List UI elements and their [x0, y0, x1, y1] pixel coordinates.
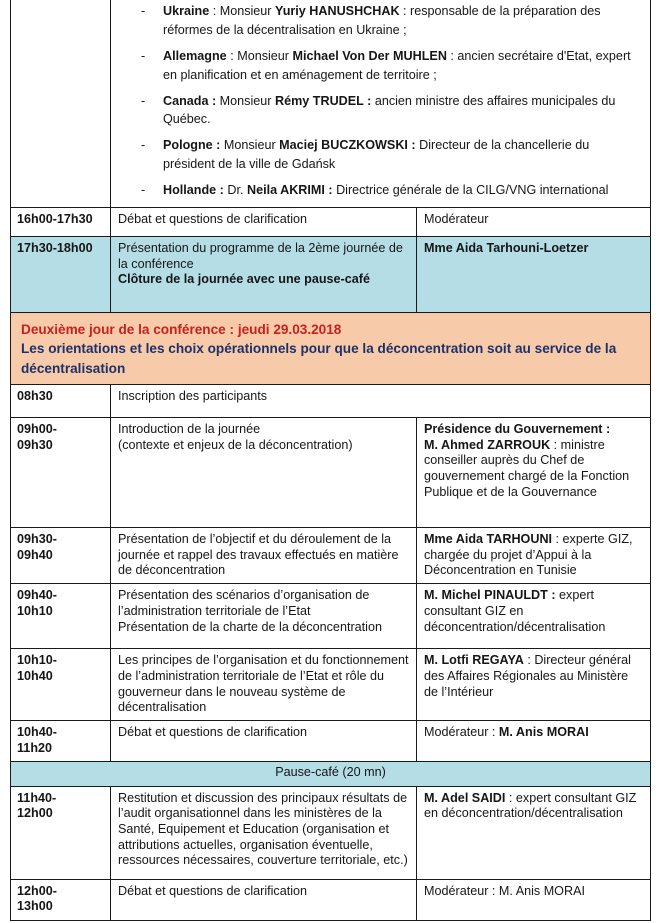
country-label: Canada :: [163, 93, 217, 108]
activity-cell: [111, 528, 416, 583]
moderator-label: Modérateur : M. Anis MORAI: [424, 883, 585, 898]
row-registration: [11, 384, 650, 417]
speaker-name: M. Michel PINAULDT :: [424, 588, 556, 603]
time-label: 12h00-: [17, 883, 57, 898]
time-label: 11h40-: [17, 790, 57, 805]
time-label: 09h40: [17, 547, 53, 562]
bullet-dash: -: [141, 183, 146, 198]
row-pause-break: [11, 761, 650, 786]
speaker-name: M. Ahmed ZARROUK: [424, 437, 551, 452]
program-table: [10, 0, 651, 921]
time-label: 09h00-: [17, 421, 57, 436]
time-cell: [11, 584, 111, 648]
country-label: Pologne :: [163, 138, 221, 153]
activity-label: Présentation de l’objectif et du déroulement de la journée et rappel des travaux effectués en matière de déconcentration: [118, 531, 399, 578]
activity-cell: [111, 418, 416, 527]
activity-label: Restitution et discussion des principaux résultats de l’audit organisationnel dans les ministères de la Santé, Equipement et Education (organisation et attributions actuelles, organisation éventuelle, ressources nécessaires, couverture territoriale, etc.): [118, 790, 408, 868]
speaker-cell: [416, 208, 650, 236]
time-cell: [11, 721, 111, 760]
speaker-name: Michael Von Der MUHLEN: [292, 48, 447, 63]
activity-line: Présentation des scénarios d’organisation de l’administration territoriale de l’Etat: [118, 588, 370, 618]
time-cell: [11, 787, 111, 879]
pause-label: Pause-café (20 mn): [275, 764, 386, 779]
speaker-role: : ancien secrétaire d'Etat, expert en planification et en aménagement de territoire ;: [163, 48, 631, 82]
speaker-name: Neila AKRIMI :: [246, 183, 333, 198]
activity-line: Introduction de la journée: [118, 421, 261, 436]
time-cell: [11, 528, 111, 583]
moderator-name: M. Anis MORAI: [498, 725, 589, 740]
bullet-dash: -: [141, 138, 146, 153]
speaker-mid: : Monsieur: [209, 4, 275, 18]
country-label: Ukraine: [163, 4, 210, 18]
banner-subtitle: Les orientations et les choix opérationnels pour que la déconcentration soit au service de la décentralisation: [21, 341, 617, 376]
country-speaker-text: [163, 136, 646, 174]
speaker-cell: [416, 787, 650, 879]
moderator-label: Mme Aida Tarhouni-Loetzer: [424, 241, 589, 256]
activity-line: (contexte et enjeux de la déconcentration): [118, 437, 353, 452]
speaker-name: Rémy TRUDEL :: [274, 93, 372, 108]
country-speaker-text: [163, 181, 646, 200]
row-intro-day2: [11, 417, 650, 527]
activity-label: Inscription des participants: [118, 388, 268, 403]
activity-cell: [111, 649, 416, 720]
moderator-label: Modérateur: [424, 212, 489, 227]
speaker-cell: [416, 721, 650, 760]
activity-line: Présentation de la charte de la déconcentration: [118, 619, 382, 634]
speaker-name: M. Adel SAIDI: [424, 790, 506, 805]
speaker-name: M. Lotfi REGAYA: [424, 653, 524, 668]
activity-label: Débat et questions de clarification: [118, 725, 308, 740]
time-cell: [11, 649, 111, 720]
international-speakers-cell: [111, 0, 650, 207]
row-objective: [11, 527, 650, 583]
activity-cell: [111, 721, 416, 760]
country-speaker-item: [111, 2, 646, 40]
speaker-cell: [416, 237, 650, 312]
time-label: 17h30-18h00: [17, 241, 93, 256]
speaker-role: : experte GIZ, chargée du projet d’Appui à la Déconcentration en Tunisie: [424, 531, 633, 578]
row-international-speakers: [11, 0, 650, 207]
speaker-org: Présidence du Gouvernement :: [424, 421, 611, 436]
row-debate-morning: [11, 720, 650, 760]
time-label: 08h30: [17, 388, 53, 403]
country-speaker-item: [111, 181, 646, 200]
speaker-name: Maciej BUCZKOWSKI :: [279, 138, 416, 153]
activity-cell: [111, 385, 650, 417]
activity-label: Débat et questions de clarification: [118, 883, 308, 898]
country-speaker-item: [111, 136, 646, 174]
speaker-role: ancien ministre des affaires municipales du Québec.: [163, 93, 616, 127]
speaker-role: Directeur de la chancellerie du président de la ville de Gdańsk: [163, 138, 590, 172]
activity-label: Les principes de l’organisation et du fonctionnement de l’administration territoriale de l’Etat et rôle du gouverneur dans le nouveau système de décentralisation: [118, 653, 409, 715]
time-label: 10h40: [17, 668, 53, 683]
bullet-dash: -: [141, 93, 146, 108]
speaker-name: Yuriy HANUSHCHAK: [275, 4, 400, 18]
time-label: 13h00: [17, 899, 53, 914]
speaker-name: Mme Aida TARHOUNI: [424, 531, 553, 546]
moderator-prefix: Modérateur :: [424, 725, 499, 740]
time-cell: [11, 418, 111, 527]
activity-cell: [111, 787, 416, 879]
time-label: 09h40-: [17, 588, 57, 603]
time-label: 10h10-: [17, 653, 57, 668]
row-closing-day1: [11, 236, 650, 312]
speaker-mid: Dr.: [223, 183, 247, 198]
activity-line: Présentation du programme de la 2ème journée de la conférence: [118, 241, 403, 271]
time-cell: [11, 237, 111, 312]
activity-cell: [111, 880, 416, 920]
time-cell: [11, 385, 111, 417]
speaker-cell: [416, 880, 650, 920]
speaker-detail: [424, 438, 643, 501]
row-principles: [11, 648, 650, 720]
speaker-role: : responsable de la préparation des réformes de la décentralisation en Ukraine ;: [163, 4, 601, 37]
bullet-dash: -: [141, 4, 146, 18]
speaker-mid: : Monsieur: [226, 48, 293, 63]
row-scenarios: [11, 583, 650, 648]
activity-cell: [111, 208, 416, 236]
speaker-cell: [416, 584, 650, 648]
time-cell: [11, 880, 111, 920]
time-cell-empty: [11, 0, 111, 207]
speaker-mid: Monsieur: [216, 93, 275, 108]
country-speaker-item: [111, 92, 646, 130]
activity-cell: [111, 584, 416, 648]
time-label: 12h00: [17, 806, 53, 821]
bullet-dash: -: [141, 48, 146, 63]
country-label: Allemagne: [163, 48, 227, 63]
time-label: 11h20: [17, 740, 53, 755]
speaker-role: : Directeur général des Affaires Régionales au Ministère de l’Intérieur: [424, 653, 631, 699]
banner-day2: [11, 312, 650, 384]
time-label: 09h30: [17, 437, 53, 452]
activity-line-bold: Clôture de la journée avec une pause-café: [118, 272, 370, 287]
country-speaker-text: [163, 92, 646, 130]
speaker-cell: [416, 528, 650, 583]
speaker-role: : expert consultant GIZ en déconcentration/décentralisation: [424, 790, 637, 821]
speaker-cell: [416, 649, 650, 720]
speaker-cell: [416, 418, 650, 527]
activity-cell: [111, 237, 416, 312]
banner-title: Deuxième jour de la conférence : jeudi 29.03.2018: [21, 322, 342, 338]
speaker-role: Directrice générale de la CILG/VNG international: [332, 183, 609, 198]
banner-text: [11, 313, 650, 384]
row-final-debate: [11, 879, 650, 920]
speaker-role: expert consultant GIZ en déconcentration/décentralisation: [424, 588, 606, 634]
time-label: 16h00-17h30: [17, 212, 93, 227]
time-cell: [11, 208, 111, 236]
row-restitution: [11, 786, 650, 879]
activity-label: Débat et questions de clarification: [118, 212, 308, 227]
time-label: 10h10: [17, 603, 53, 618]
country-label: Hollande :: [163, 183, 224, 198]
speaker-mid: Monsieur: [220, 138, 280, 153]
row-debate-day1: [11, 207, 650, 236]
country-speaker-text: [163, 2, 646, 40]
speaker-role: : ministre conseiller auprès du Chef de gouvernement chargé de la Fonction Publique et de la Gouvernance: [424, 437, 630, 499]
time-label: 09h30-: [17, 531, 57, 546]
country-speaker-item: [111, 47, 646, 85]
country-speaker-text: [163, 47, 646, 85]
time-label: 10h40-: [17, 725, 57, 740]
